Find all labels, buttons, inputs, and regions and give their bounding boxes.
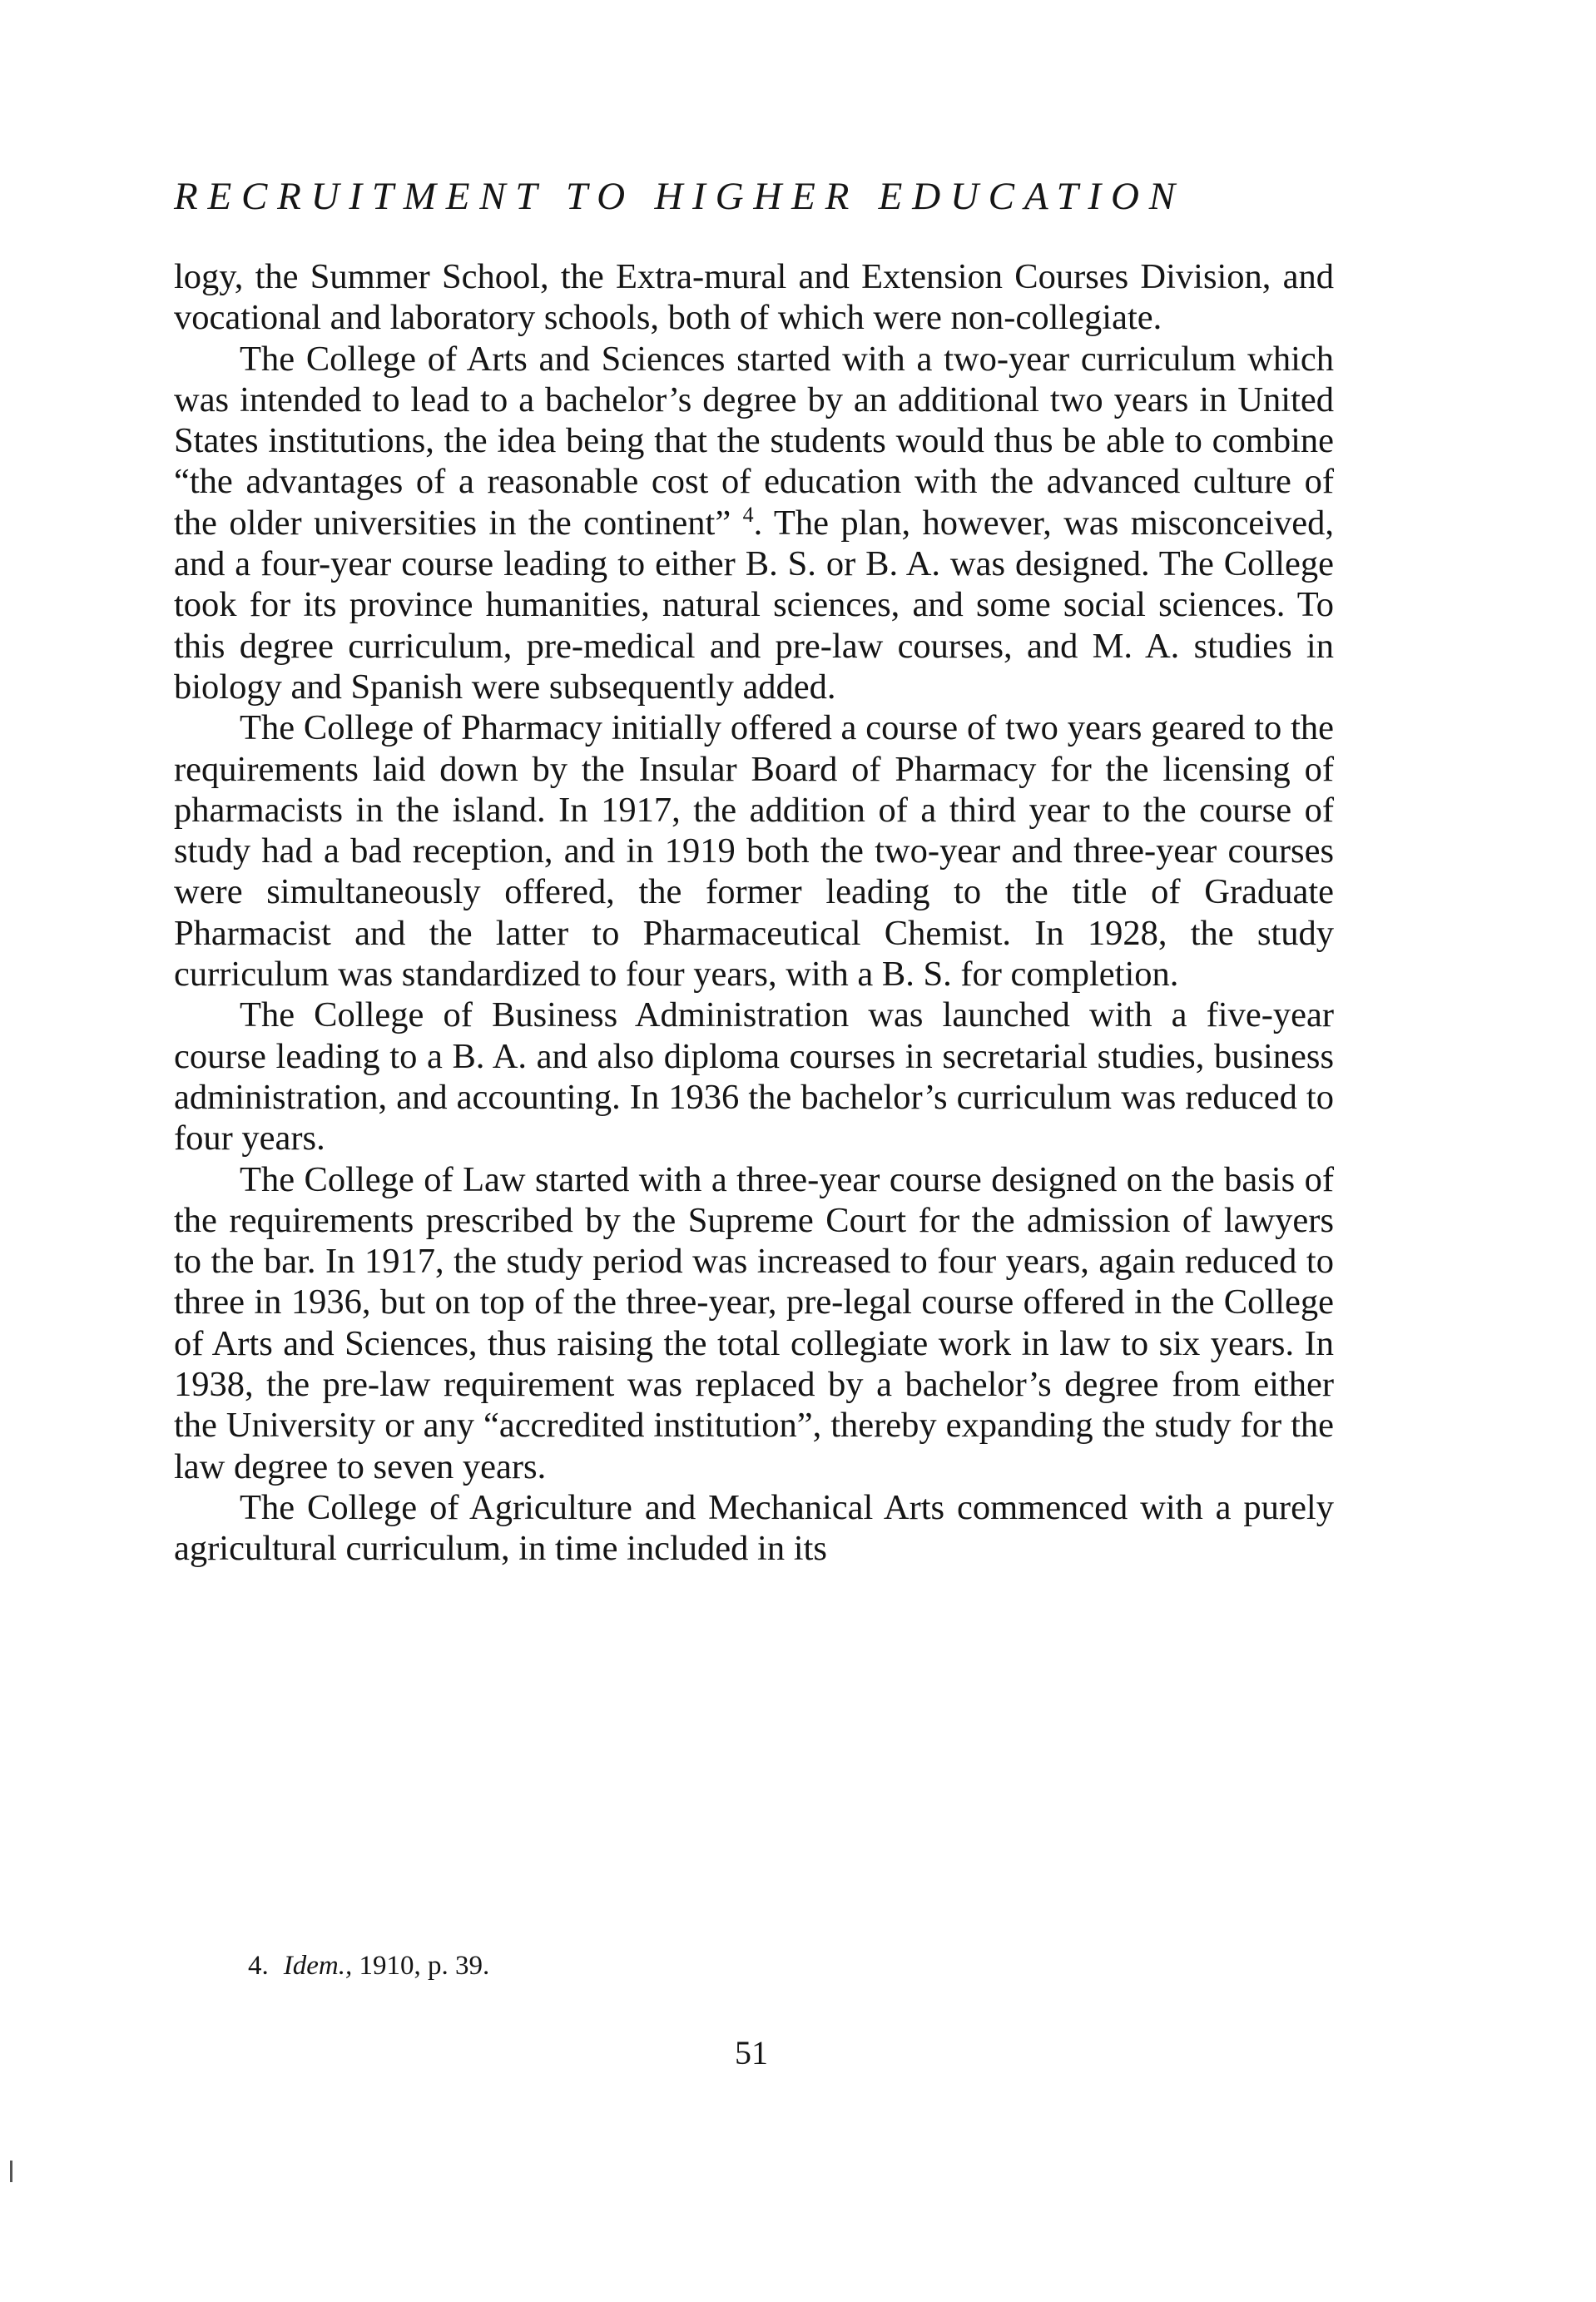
paragraph-text: . The plan, however, was misconceived, and a four-year course leading to either B. S. or B. A. was designed. The College took for its province humanities, natural sciences, and some social sciences. To this degree curriculum, pre-medical and pre-law courses, and M. A. studies in biology and Spanish were subsequently added. <box>174 503 1334 707</box>
footnote-source: Idem., <box>283 1951 353 1981</box>
paragraph-law: The College of Law started with a three-year course designed on the basis of the requirements prescribed by the Supreme Court for the admission of lawyers to the bar. In 1917, the study period was increased to four years, again reduced to three in 1936, but on top of the three-year, pre-legal course offered in the College of Arts and Sciences, thus raising the total collegiate work in law to six years. In 1938, the pre-law requirement was replaced by a bachelor’s degree from either the University or any “accredited institution”, thereby expanding the study for the law degree to seven years. <box>174 1159 1334 1486</box>
paragraph-pharmacy: The College of Pharmacy initially offered a course of two years geared to the requirements laid down by the Insular Board of Pharmacy for the licensing of pharmacists in the island. In 1917, the addition of a third year to the course of study had a bad reception, and in 1919 both the two-year and three-year courses were simultaneously offered, the former leading to the title of Graduate Pharmacist and the latter to Pharmaceutical Chemist. In 1928, the study curriculum was standardized to four years, with a B. S. for completion. <box>174 708 1334 995</box>
paragraph-arts-sciences <box>174 339 1334 708</box>
paragraph-business-administration: The College of Business Administration was launched with a five-year course leading to a B. A. and also diploma courses in secretarial studies, business administration, and accounting. In 1936 the bachelor’s curriculum was reduced to four years. <box>174 995 1334 1158</box>
footnote-details: 1910, p. 39. <box>359 1951 490 1981</box>
footnote-reference: 4 <box>742 502 754 527</box>
body-text <box>174 256 1334 1570</box>
footnote-number: 4. <box>248 1951 269 1981</box>
paragraph-continuation: logy, the Summer School, the Extra-mural and Extension Courses Division, and vocational and laboratory schools, both of which were non-collegiate. <box>174 257 1334 338</box>
footnote <box>248 1949 489 1982</box>
page-number: 51 <box>735 2034 768 2071</box>
paragraph-text: The College of Arts and Sciences started with a two-year curriculum which was intended to lead to a bachelor’s degree by an additional two years in United States institutions, the idea being that the students would thus be able to combine “the advantages of a reasonable cost of education with the advanced culture of the older universities in the continent” <box>174 339 1334 543</box>
running-head: RECRUITMENT TO HIGHER EDUCATION <box>174 175 1185 218</box>
margin-scan-mark <box>10 2161 12 2182</box>
paragraph-agriculture: The College of Agriculture and Mechanical Arts commenced with a purely agricultural curriculum, in time included in its <box>174 1487 1334 1569</box>
